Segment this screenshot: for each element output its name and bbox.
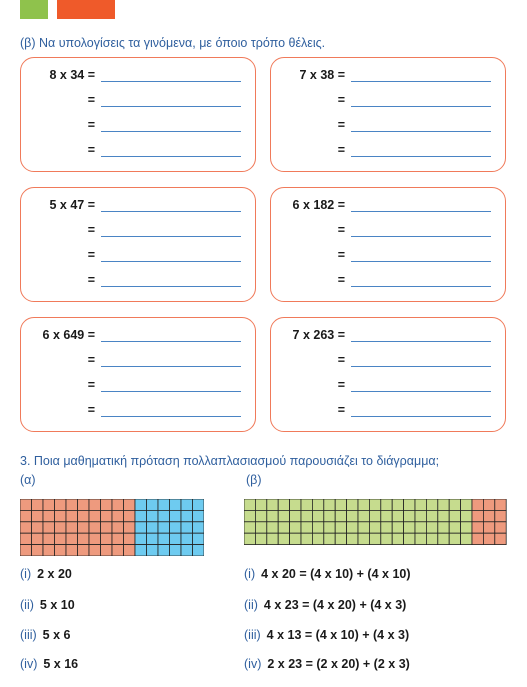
grid-cell-blue	[135, 522, 147, 533]
grid-diagram-a	[20, 499, 204, 556]
equals-sign: =	[337, 223, 345, 237]
grid-cell-orange	[78, 499, 90, 510]
grid-cell-blue	[135, 533, 147, 544]
multiplication-expression: 8 x 34 =	[49, 68, 95, 82]
grid-cell-orange	[32, 499, 44, 510]
grid-cell-orange	[495, 499, 506, 510]
exercise-box	[270, 317, 506, 432]
grid-cell-green	[415, 510, 426, 521]
grid-cell-green	[381, 510, 392, 521]
equals-sign: =	[337, 403, 345, 417]
grid-cell-green	[381, 533, 392, 544]
equals-sign: =	[87, 273, 95, 287]
grid-cell-green	[426, 522, 437, 533]
answer-option[interactable]	[244, 657, 410, 671]
answer-line[interactable]	[101, 391, 241, 392]
answer-line[interactable]	[351, 81, 491, 82]
grid-cell-orange	[112, 533, 124, 544]
grid-cell-green	[290, 499, 301, 510]
grid-cell-orange	[32, 533, 44, 544]
grid-cell-blue	[147, 545, 159, 556]
grid-cell-orange	[483, 533, 494, 544]
grid-cell-orange	[89, 510, 101, 521]
grid-cell-blue	[181, 510, 193, 521]
grid-cell-orange	[32, 510, 44, 521]
grid-cell-green	[255, 522, 266, 533]
grid-cell-green	[438, 522, 449, 533]
grid-cell-green	[347, 522, 358, 533]
equals-sign: =	[337, 143, 345, 157]
grid-cell-green	[347, 499, 358, 510]
equals-sign: =	[87, 353, 95, 367]
grid-cell-blue	[193, 510, 205, 521]
grid-cell-blue	[158, 510, 170, 521]
answer-line[interactable]	[101, 366, 241, 367]
grid-cell-orange	[89, 499, 101, 510]
grid-cell-orange	[43, 510, 55, 521]
answer-option[interactable]	[20, 598, 75, 612]
equals-sign: =	[337, 93, 345, 107]
grid-cell-green	[324, 533, 335, 544]
grid-cell-orange	[483, 499, 494, 510]
grid-cell-orange	[124, 533, 136, 544]
grid-cell-blue	[181, 499, 193, 510]
grid-cell-orange	[78, 522, 90, 533]
part-a-label: (α)	[20, 473, 36, 487]
answer-line[interactable]	[101, 211, 241, 212]
answer-line[interactable]	[101, 286, 241, 287]
grid-cell-blue	[193, 545, 205, 556]
grid-cell-orange	[66, 510, 78, 521]
grid-cell-orange	[66, 499, 78, 510]
grid-cell-orange	[124, 545, 136, 556]
answer-line[interactable]	[101, 131, 241, 132]
option-number: (iv)	[244, 657, 262, 671]
grid-cell-green	[267, 533, 278, 544]
grid-cell-orange	[55, 545, 67, 556]
option-number: (iii)	[244, 628, 261, 642]
option-number: (i)	[244, 567, 256, 581]
grid-cell-green	[335, 499, 346, 510]
answer-line[interactable]	[101, 156, 241, 157]
grid-cell-blue	[135, 545, 147, 556]
grid-cell-green	[255, 510, 266, 521]
grid-cell-green	[312, 510, 323, 521]
grid-cell-orange	[66, 533, 78, 544]
exercise-box	[20, 57, 256, 172]
grid-cell-green	[369, 522, 380, 533]
answer-option[interactable]	[244, 598, 406, 612]
grid-cell-orange	[472, 510, 483, 521]
option-text: 4 x 20 = (4 x 10) + (4 x 10)	[261, 567, 411, 581]
grid-cell-orange	[43, 533, 55, 544]
answer-line[interactable]	[351, 211, 491, 212]
header-tab-orange	[57, 0, 115, 19]
answer-line[interactable]	[351, 131, 491, 132]
grid-cell-blue	[170, 510, 182, 521]
grid-cell-blue	[158, 533, 170, 544]
grid-cell-blue	[181, 545, 193, 556]
grid-cell-blue	[170, 499, 182, 510]
grid-cell-green	[267, 510, 278, 521]
option-text: 4 x 23 = (4 x 20) + (4 x 3)	[263, 598, 407, 612]
answer-line[interactable]	[101, 236, 241, 237]
grid-cell-green	[358, 522, 369, 533]
grid-cell-orange	[89, 533, 101, 544]
grid-cell-green	[461, 510, 472, 521]
grid-cell-green	[449, 510, 460, 521]
option-number: (ii)	[20, 598, 34, 612]
exercise-box	[20, 187, 256, 302]
grid-cell-green	[404, 522, 415, 533]
grid-cell-orange	[101, 522, 113, 533]
answer-line[interactable]	[101, 341, 241, 342]
answer-line[interactable]	[351, 391, 491, 392]
grid-cell-green	[244, 510, 255, 521]
grid-cell-green	[461, 522, 472, 533]
grid-cell-green	[301, 499, 312, 510]
answer-option[interactable]	[20, 567, 72, 581]
option-number: (i)	[20, 567, 32, 581]
grid-cell-orange	[55, 533, 67, 544]
grid-cell-green	[438, 510, 449, 521]
grid-cell-green	[426, 510, 437, 521]
grid-cell-green	[415, 522, 426, 533]
grid-cell-green	[347, 510, 358, 521]
answer-option[interactable]	[20, 628, 70, 642]
grid-cell-green	[438, 533, 449, 544]
grid-cell-orange	[43, 545, 55, 556]
grid-cell-orange	[89, 522, 101, 533]
grid-cell-blue	[181, 522, 193, 533]
grid-cell-green	[415, 499, 426, 510]
grid-cell-green	[278, 522, 289, 533]
answer-line[interactable]	[101, 416, 241, 417]
grid-cell-orange	[20, 499, 32, 510]
grid-cell-orange	[483, 510, 494, 521]
grid-cell-blue	[147, 533, 159, 544]
grid-cell-green	[392, 533, 403, 544]
grid-cell-orange	[495, 510, 506, 521]
grid-cell-blue	[135, 510, 147, 521]
grid-cell-orange	[124, 499, 136, 510]
exercise-box	[20, 317, 256, 432]
grid-cell-green	[324, 522, 335, 533]
grid-cell-green	[244, 522, 255, 533]
grid-cell-green	[301, 510, 312, 521]
grid-cell-blue	[158, 522, 170, 533]
grid-cell-orange	[32, 522, 44, 533]
answer-line[interactable]	[101, 106, 241, 107]
grid-cell-orange	[78, 545, 90, 556]
grid-cell-green	[347, 533, 358, 544]
grid-cell-green	[278, 499, 289, 510]
option-text: 5 x 16	[43, 657, 79, 671]
grid-cell-orange	[20, 510, 32, 521]
grid-cell-green	[369, 499, 380, 510]
grid-cell-orange	[20, 545, 32, 556]
answer-option[interactable]	[244, 628, 409, 642]
grid-cell-blue	[170, 522, 182, 533]
grid-cell-green	[290, 510, 301, 521]
grid-cell-green	[312, 522, 323, 533]
grid-cell-orange	[101, 545, 113, 556]
answer-line[interactable]	[351, 236, 491, 237]
option-text: 5 x 10	[39, 598, 75, 612]
grid-cell-green	[312, 499, 323, 510]
grid-cell-orange	[66, 545, 78, 556]
grid-cell-orange	[43, 522, 55, 533]
grid-cell-green	[244, 499, 255, 510]
grid-cell-blue	[170, 533, 182, 544]
grid-cell-orange	[495, 522, 506, 533]
grid-cell-green	[335, 522, 346, 533]
grid-diagram-b	[244, 499, 508, 545]
grid-cell-green	[278, 510, 289, 521]
grid-cell-green	[392, 499, 403, 510]
grid-cell-green	[324, 510, 335, 521]
grid-cell-orange	[20, 533, 32, 544]
grid-cell-orange	[32, 545, 44, 556]
grid-cell-blue	[147, 510, 159, 521]
grid-cell-green	[381, 522, 392, 533]
header-tab-green	[20, 0, 48, 19]
grid-cell-orange	[112, 510, 124, 521]
grid-cell-green	[449, 499, 460, 510]
option-text: 4 x 13 = (4 x 10) + (4 x 3)	[266, 628, 410, 642]
equals-sign: =	[87, 143, 95, 157]
grid-cell-green	[404, 533, 415, 544]
section-b-heading: (β) Να υπολογίσεις τα γινόμενα, με όποιο τρόπο θέλεις.	[20, 36, 326, 50]
grid-cell-orange	[483, 522, 494, 533]
grid-cell-orange	[55, 510, 67, 521]
grid-cell-orange	[55, 522, 67, 533]
grid-cell-green	[358, 533, 369, 544]
grid-cell-orange	[101, 499, 113, 510]
grid-cell-green	[301, 522, 312, 533]
equals-sign: =	[87, 378, 95, 392]
grid-cell-orange	[472, 499, 483, 510]
equals-sign: =	[87, 223, 95, 237]
grid-cell-blue	[181, 533, 193, 544]
grid-cell-green	[369, 510, 380, 521]
grid-cell-orange	[495, 533, 506, 544]
grid-cell-green	[449, 533, 460, 544]
grid-cell-green	[392, 510, 403, 521]
grid-cell-green	[358, 499, 369, 510]
grid-cell-green	[312, 533, 323, 544]
multiplication-expression: 5 x 47 =	[49, 198, 95, 212]
grid-cell-green	[267, 499, 278, 510]
grid-cell-orange	[78, 510, 90, 521]
grid-cell-green	[290, 522, 301, 533]
exercise-box	[270, 57, 506, 172]
answer-option[interactable]	[20, 657, 78, 671]
equals-sign: =	[87, 93, 95, 107]
equals-sign: =	[337, 273, 345, 287]
grid-cell-blue	[193, 499, 205, 510]
grid-cell-green	[438, 499, 449, 510]
equals-sign: =	[87, 248, 95, 262]
grid-cell-green	[426, 499, 437, 510]
option-number: (iv)	[20, 657, 38, 671]
answer-line[interactable]	[351, 261, 491, 262]
multiplication-expression: 6 x 182 =	[292, 198, 345, 212]
grid-cell-blue	[135, 499, 147, 510]
grid-cell-orange	[101, 510, 113, 521]
answer-line[interactable]	[351, 286, 491, 287]
equals-sign: =	[337, 353, 345, 367]
option-text: 2 x 20	[37, 567, 72, 581]
grid-cell-blue	[193, 533, 205, 544]
grid-cell-orange	[112, 545, 124, 556]
grid-cell-green	[278, 533, 289, 544]
multiplication-expression: 6 x 649 =	[42, 328, 95, 342]
grid-cell-orange	[124, 510, 136, 521]
option-text: 2 x 23 = (2 x 20) + (2 x 3)	[267, 657, 410, 671]
grid-cell-green	[301, 533, 312, 544]
grid-cell-green	[369, 533, 380, 544]
answer-option[interactable]	[244, 567, 411, 581]
grid-cell-green	[392, 522, 403, 533]
grid-cell-orange	[101, 533, 113, 544]
multiplication-expression: 7 x 38 =	[299, 68, 345, 82]
exercise-box	[270, 187, 506, 302]
grid-cell-green	[324, 499, 335, 510]
grid-cell-green	[335, 533, 346, 544]
grid-cell-green	[358, 510, 369, 521]
answer-line[interactable]	[351, 416, 491, 417]
grid-cell-green	[290, 533, 301, 544]
multiplication-expression: 7 x 263 =	[292, 328, 345, 342]
equals-sign: =	[337, 248, 345, 262]
option-number: (ii)	[244, 598, 258, 612]
grid-cell-blue	[158, 499, 170, 510]
grid-cell-orange	[78, 533, 90, 544]
grid-cell-orange	[55, 499, 67, 510]
grid-cell-orange	[89, 545, 101, 556]
answer-line[interactable]	[351, 106, 491, 107]
question-3-title: 3. Ποια μαθηματική πρόταση πολλαπλασιασμού παρουσιάζει το διάγραμμα;	[20, 454, 440, 468]
grid-cell-green	[415, 533, 426, 544]
grid-cell-green	[255, 499, 266, 510]
equals-sign: =	[337, 378, 345, 392]
grid-cell-orange	[66, 522, 78, 533]
grid-cell-green	[381, 499, 392, 510]
grid-cell-orange	[112, 522, 124, 533]
grid-cell-green	[255, 533, 266, 544]
part-b-label: (β)	[246, 473, 262, 487]
grid-cell-blue	[193, 522, 205, 533]
grid-cell-green	[244, 533, 255, 544]
answer-line[interactable]	[351, 366, 491, 367]
grid-cell-blue	[147, 522, 159, 533]
grid-cell-green	[404, 499, 415, 510]
grid-cell-orange	[124, 522, 136, 533]
grid-cell-green	[404, 510, 415, 521]
grid-cell-blue	[147, 499, 159, 510]
grid-cell-blue	[170, 545, 182, 556]
grid-cell-green	[461, 499, 472, 510]
option-number: (iii)	[20, 628, 37, 642]
grid-cell-blue	[158, 545, 170, 556]
answer-line[interactable]	[351, 156, 491, 157]
grid-cell-orange	[112, 499, 124, 510]
answer-line[interactable]	[351, 341, 491, 342]
grid-cell-green	[335, 510, 346, 521]
grid-cell-green	[449, 522, 460, 533]
grid-cell-green	[267, 522, 278, 533]
grid-cell-green	[426, 533, 437, 544]
grid-cell-orange	[20, 522, 32, 533]
equals-sign: =	[87, 403, 95, 417]
grid-cell-orange	[472, 533, 483, 544]
answer-line[interactable]	[101, 261, 241, 262]
grid-cell-orange	[43, 499, 55, 510]
equals-sign: =	[337, 118, 345, 132]
grid-cell-orange	[472, 522, 483, 533]
answer-line[interactable]	[101, 81, 241, 82]
grid-cell-green	[461, 533, 472, 544]
equals-sign: =	[87, 118, 95, 132]
option-text: 5 x 6	[42, 628, 71, 642]
